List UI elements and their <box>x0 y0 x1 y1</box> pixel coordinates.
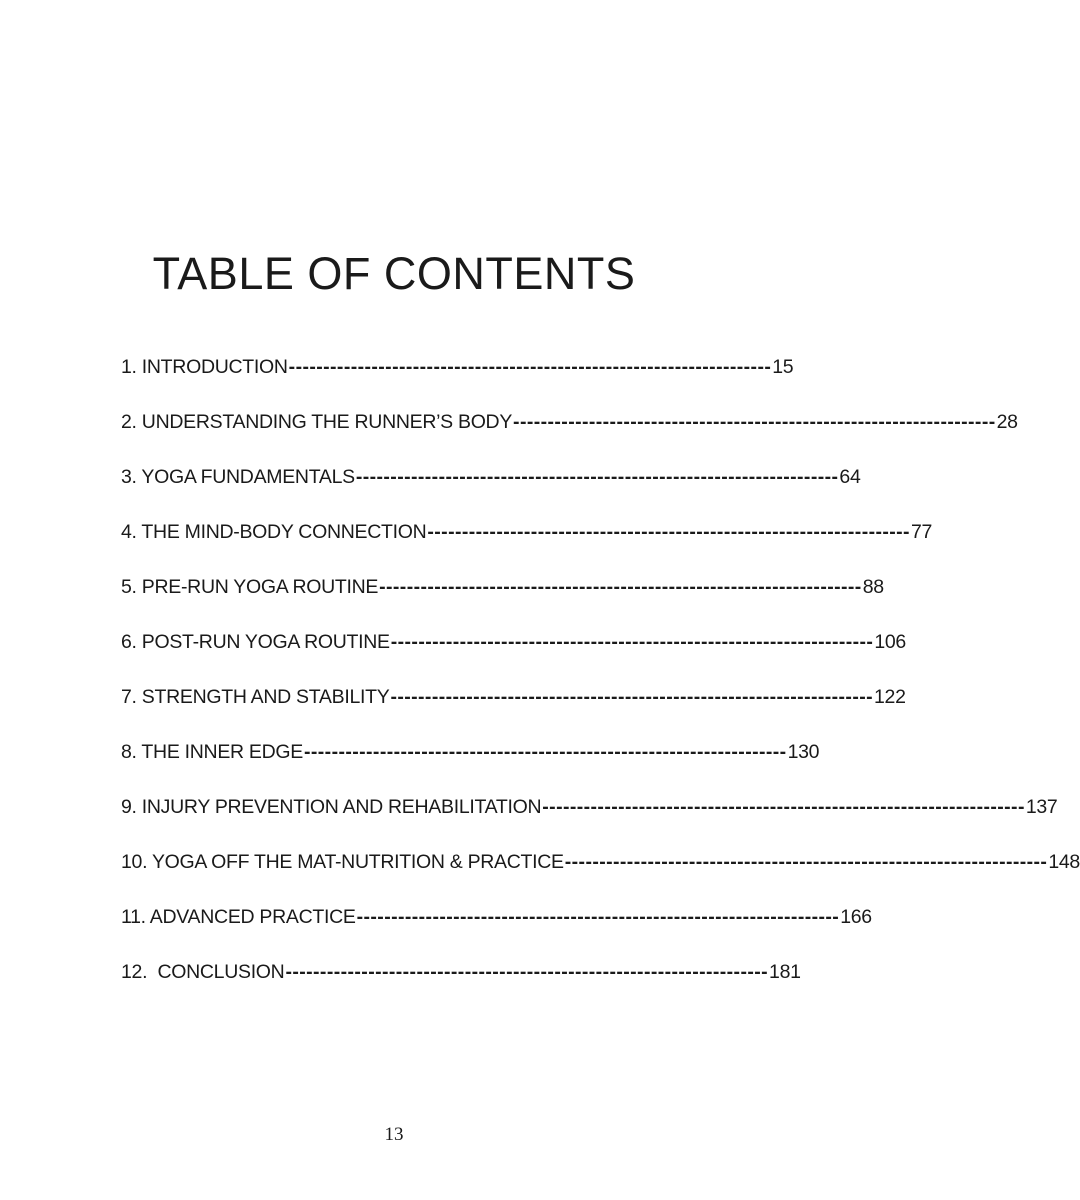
toc-entry-label: 7. STRENGTH AND STABILITY <box>121 686 390 708</box>
toc-entry-advanced-practice[interactable] <box>121 903 872 958</box>
toc-entry-yoga-fundamentals[interactable] <box>121 463 861 518</box>
toc-entry-page: 88 <box>862 576 884 598</box>
toc-entry-post-run-routine[interactable] <box>121 628 906 683</box>
toc-entry-page: 181 <box>769 961 801 983</box>
toc-entry-page: 122 <box>874 686 906 708</box>
toc-entry-label: 8. THE INNER EDGE <box>121 741 303 763</box>
toc-entry-label: 1. INTRODUCTION <box>121 356 288 378</box>
dot-leader: ---------------------------------------------------------------------- <box>427 521 910 543</box>
dot-leader: ---------------------------------------------------------------------- <box>513 411 996 433</box>
toc-entry-understanding-runners-body[interactable] <box>121 408 1018 463</box>
toc-entry-conclusion[interactable] <box>121 958 801 1013</box>
page-number: 13 <box>384 1124 404 1145</box>
toc-entry-label: 2. UNDERSTANDING THE RUNNER’S BODY <box>121 411 513 433</box>
table-of-contents <box>121 353 1080 1013</box>
toc-entry-label: 9. INJURY PREVENTION AND REHABILITATION <box>121 796 542 818</box>
toc-entry-page: 137 <box>1025 796 1058 818</box>
toc-entry-label: 3. YOGA FUNDAMENTALS <box>121 466 355 488</box>
dot-leader: ---------------------------------------------------------------------- <box>379 576 862 598</box>
toc-entry-introduction[interactable] <box>121 353 794 408</box>
toc-entry-page: 15 <box>772 356 794 378</box>
dot-leader: ---------------------------------------------------------------------- <box>285 961 769 983</box>
dot-leader: ---------------------------------------------------------------------- <box>356 906 840 928</box>
toc-entry-page: 166 <box>840 906 872 928</box>
toc-entry-page: 130 <box>787 741 820 763</box>
toc-entry-strength-stability[interactable] <box>121 683 906 738</box>
toc-entry-injury-prevention[interactable] <box>121 793 1058 848</box>
dot-leader: ---------------------------------------------------------------------- <box>542 796 1025 818</box>
dot-leader: ---------------------------------------------------------------------- <box>564 851 1048 873</box>
toc-entry-label: 11. ADVANCED PRACTICE <box>121 906 356 928</box>
dot-leader: ---------------------------------------------------------------------- <box>390 631 874 653</box>
toc-entry-page: 64 <box>839 466 861 488</box>
dot-leader: ---------------------------------------------------------------------- <box>288 356 772 378</box>
toc-entry-inner-edge[interactable] <box>121 738 820 793</box>
toc-entry-pre-run-routine[interactable] <box>121 573 884 628</box>
toc-entry-label: 12. CONCLUSION <box>121 961 285 983</box>
toc-entry-label: 6. POST-RUN YOGA ROUTINE <box>121 631 390 653</box>
toc-entry-page: 148 <box>1048 851 1080 873</box>
toc-entry-yoga-off-the-mat[interactable] <box>121 848 1080 903</box>
toc-entry-page: 28 <box>996 411 1018 433</box>
dot-leader: ---------------------------------------------------------------------- <box>304 741 787 763</box>
toc-entry-page: 106 <box>874 631 906 653</box>
toc-entry-label: 4. THE MIND-BODY CONNECTION <box>121 521 427 543</box>
dot-leader: ---------------------------------------------------------------------- <box>355 466 839 488</box>
dot-leader: ---------------------------------------------------------------------- <box>390 686 874 708</box>
toc-entry-page: 77 <box>910 521 933 543</box>
toc-entry-label: 5. PRE-RUN YOGA ROUTINE <box>121 576 379 598</box>
page-title: TABLE OF CONTENTS <box>152 248 636 300</box>
toc-entry-mind-body-connection[interactable] <box>121 518 933 573</box>
toc-entry-label: 10. YOGA OFF THE MAT-NUTRITION & PRACTICE <box>121 851 564 873</box>
